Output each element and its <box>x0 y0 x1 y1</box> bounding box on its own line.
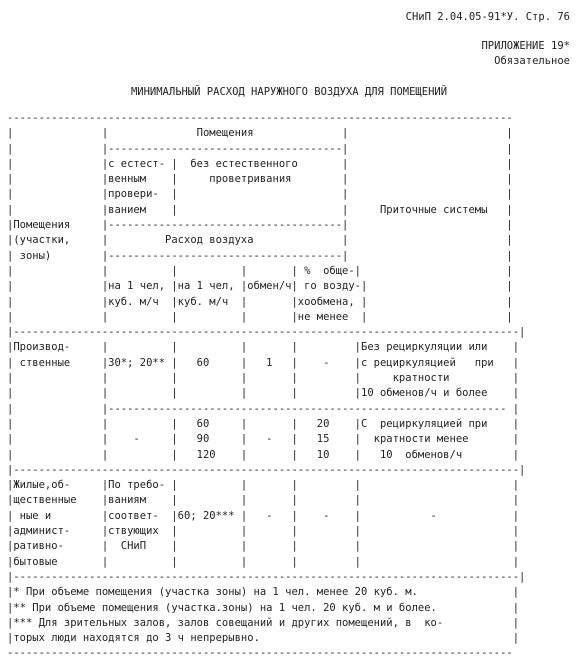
table-line: | |на 1 чел, |на 1 чел, |обмен/ч| го возду-| | <box>7 280 513 293</box>
table-line: |** При объеме помещения (участка.зоны) на 1 чел. 20 куб. м и более. | <box>7 601 520 614</box>
table-line: | |венным | проветривания | | <box>7 173 513 186</box>
table-line: | |куб. м/ч |куб. м/ч | |хообмена, | | <box>7 295 513 308</box>
table-line: | | | | | % обще-| | <box>7 264 513 277</box>
table-line: |--------------------------------------------------------------------------------| <box>7 570 526 583</box>
table-line: |щественные |ваниям | | | | | <box>7 494 520 507</box>
table-line: | |--------------------------------------------------------------- | <box>7 402 520 415</box>
table-line: |(участки, | Расход воздуха | | <box>7 234 513 247</box>
table-line: | | | 120 | | 10 | 10 обменов/ч | <box>7 448 520 461</box>
table-line: | | Помещения | | <box>7 127 513 140</box>
table-line: -------------------------------------------------------------------------------- <box>7 647 513 660</box>
table-line: |торых люди находятся до 3 ч непрерывно. | <box>7 632 520 645</box>
table-line: | ные и |соответ- |60; 20*** | - | - | - | <box>7 509 520 522</box>
table-line: |ративно- | СНиП | | | | | <box>7 540 520 553</box>
snip-reference: СНиП 2.04.05-91*У. Стр. 76 <box>405 11 570 23</box>
table-line: | |провери- | | | <box>7 188 513 201</box>
table-line: | | - | 90 | - | 15 | кратности менее | <box>7 433 520 446</box>
table-line: | | | | | |10 обменов/ч и более | <box>7 387 520 400</box>
table-line: | |ванием | | Приточные системы | <box>7 203 513 216</box>
table-line: |--------------------------------------------------------------------------------| <box>7 326 526 339</box>
table-line: |бытовые | | | | | | <box>7 555 520 568</box>
table-line: | |-------------------------------------| | <box>7 142 513 155</box>
page-title: МИНИМАЛЬНЫЙ РАСХОД НАРУЖНОГО ВОЗДУХА ДЛЯ ПОМЕЩЕНИЙ <box>130 86 448 98</box>
table-line: | | | | | | кратности | <box>7 372 520 385</box>
table-line: | | | 60 | | 20 |С рециркуляцией при | <box>7 417 520 430</box>
appendix-label: ПРИЛОЖЕНИЕ 19* <box>481 40 570 52</box>
table-line: | зоны) |-------------------------------------| | <box>7 249 513 262</box>
air-flow-table <box>7 111 525 662</box>
table-line: |--------------------------------------------------------------------------------| <box>7 463 526 476</box>
table-line: |Производ- | | | | |Без рециркуляции или | <box>7 341 520 354</box>
table-line: -------------------------------------------------------------------------------- <box>7 112 513 124</box>
table-line: | | | | |не менее | | <box>7 310 513 323</box>
table-line: |* При объеме помещения (участка зоны) на 1 чел. менее 20 куб. м. | <box>7 586 520 599</box>
table-line: | |с естест- | без естественного | | <box>7 157 513 170</box>
table-line: |Помещения |-------------------------------------| | <box>7 219 513 232</box>
table-line: |*** Для зрительных залов, залов совещаний и других помещений, в ко- | <box>7 616 520 629</box>
table-line: |админист- |ствующих | | | | | <box>7 525 520 538</box>
table-line: |Жилые,об- |По требо- | | | | | <box>7 479 520 492</box>
mandatory-label: Обязательное <box>494 55 570 67</box>
table-line: | ственные |30*; 20** | 60 | 1 | - |с рециркуляцией при | <box>7 356 520 369</box>
